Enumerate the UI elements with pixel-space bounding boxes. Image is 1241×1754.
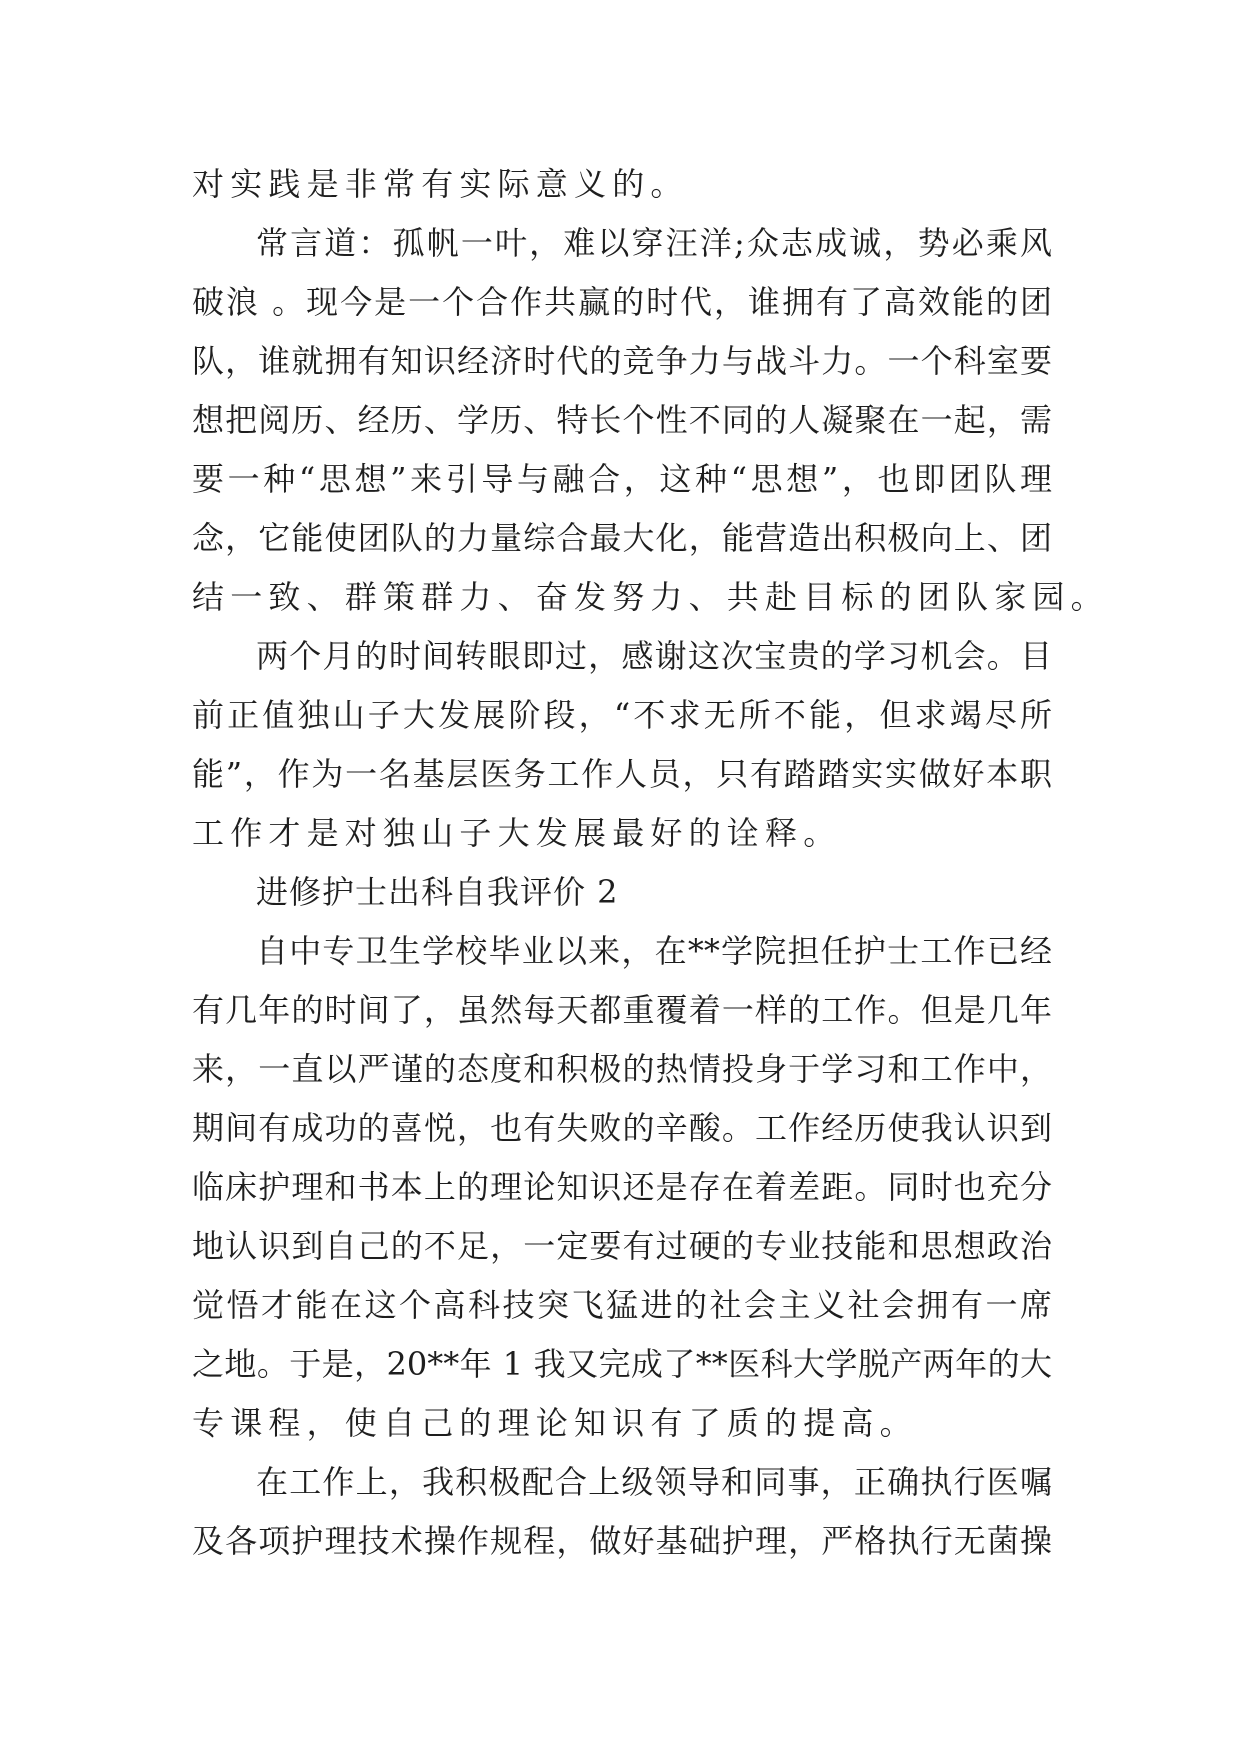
text-line: 自中专卫生学校毕业以来，在**学院担任护士工作已经	[256, 932, 1052, 970]
paragraph	[192, 214, 1109, 627]
section-heading-text: 进修护士出科自我评价 2	[256, 873, 619, 911]
text-line: 能”，作为一名基层医务工作人员，只有踏踏实实做好本职	[192, 755, 1052, 793]
text-line: 前正值独山子大发展阶段，“不求无所不能，但求竭尽所	[192, 696, 1052, 734]
text-line: 期间有成功的喜悦，也有失败的辛酸。工作经历使我认识到	[192, 1109, 1052, 1147]
document-body	[192, 155, 1109, 1571]
text-line: 破浪 。现今是一个合作共赢的时代，谁拥有了高效能的团	[192, 283, 1052, 321]
paragraph	[192, 922, 1052, 1453]
paragraph	[192, 627, 1052, 863]
text-line: 地认识到自己的不足，一定要有过硬的专业技能和思想政治	[192, 1227, 1052, 1265]
text-line: 念，它能使团队的力量综合最大化，能营造出积极向上、团	[192, 519, 1052, 557]
text-line: 在工作上，我积极配合上级领导和同事，正确执行医嘱	[256, 1463, 1052, 1501]
text-line: 专课程，使自己的理论知识有了质的提高。	[192, 1404, 918, 1442]
text-line: 之地。于是，20**年 1 我又完成了**医科大学脱产两年的大	[192, 1345, 1052, 1383]
text-line: 结一致、群策群力、奋发努力、共赴目标的团队家园。	[192, 578, 1109, 616]
text-line: 及各项护理技术操作规程，做好基础护理，严格执行无菌操	[192, 1522, 1052, 1560]
section-heading	[192, 863, 1052, 922]
text-line: 来，一直以严谨的态度和积极的热情投身于学习和工作中，	[192, 1050, 1052, 1088]
paragraph	[192, 1453, 1052, 1571]
text-line: 队，谁就拥有知识经济时代的竞争力与战斗力。一个科室要	[192, 342, 1052, 380]
text-line: 想把阅历、经历、学历、特长个性不同的人凝聚在一起，需	[192, 401, 1052, 439]
text-line: 工作才是对独山子大发展最好的诠释。	[192, 814, 842, 852]
text-line: 要一种“思想”来引导与融合，这种“思想”，也即团队理	[192, 460, 1052, 498]
text-line: 对实践是非常有实际意义的。	[192, 165, 689, 203]
text-line: 两个月的时间转眼即过，感谢这次宝贵的学习机会。目	[256, 637, 1052, 675]
text-line: 有几年的时间了，虽然每天都重覆着一样的工作。但是几年	[192, 991, 1052, 1029]
paragraph	[192, 155, 1052, 214]
text-line: 临床护理和书本上的理论知识还是存在着差距。同时也充分	[192, 1168, 1052, 1206]
text-line: 常言道：孤帆一叶，难以穿汪洋;众志成诚，势必乘风	[256, 224, 1052, 262]
text-line: 觉悟才能在这个高科技突飞猛进的社会主义社会拥有一席	[192, 1286, 1052, 1324]
